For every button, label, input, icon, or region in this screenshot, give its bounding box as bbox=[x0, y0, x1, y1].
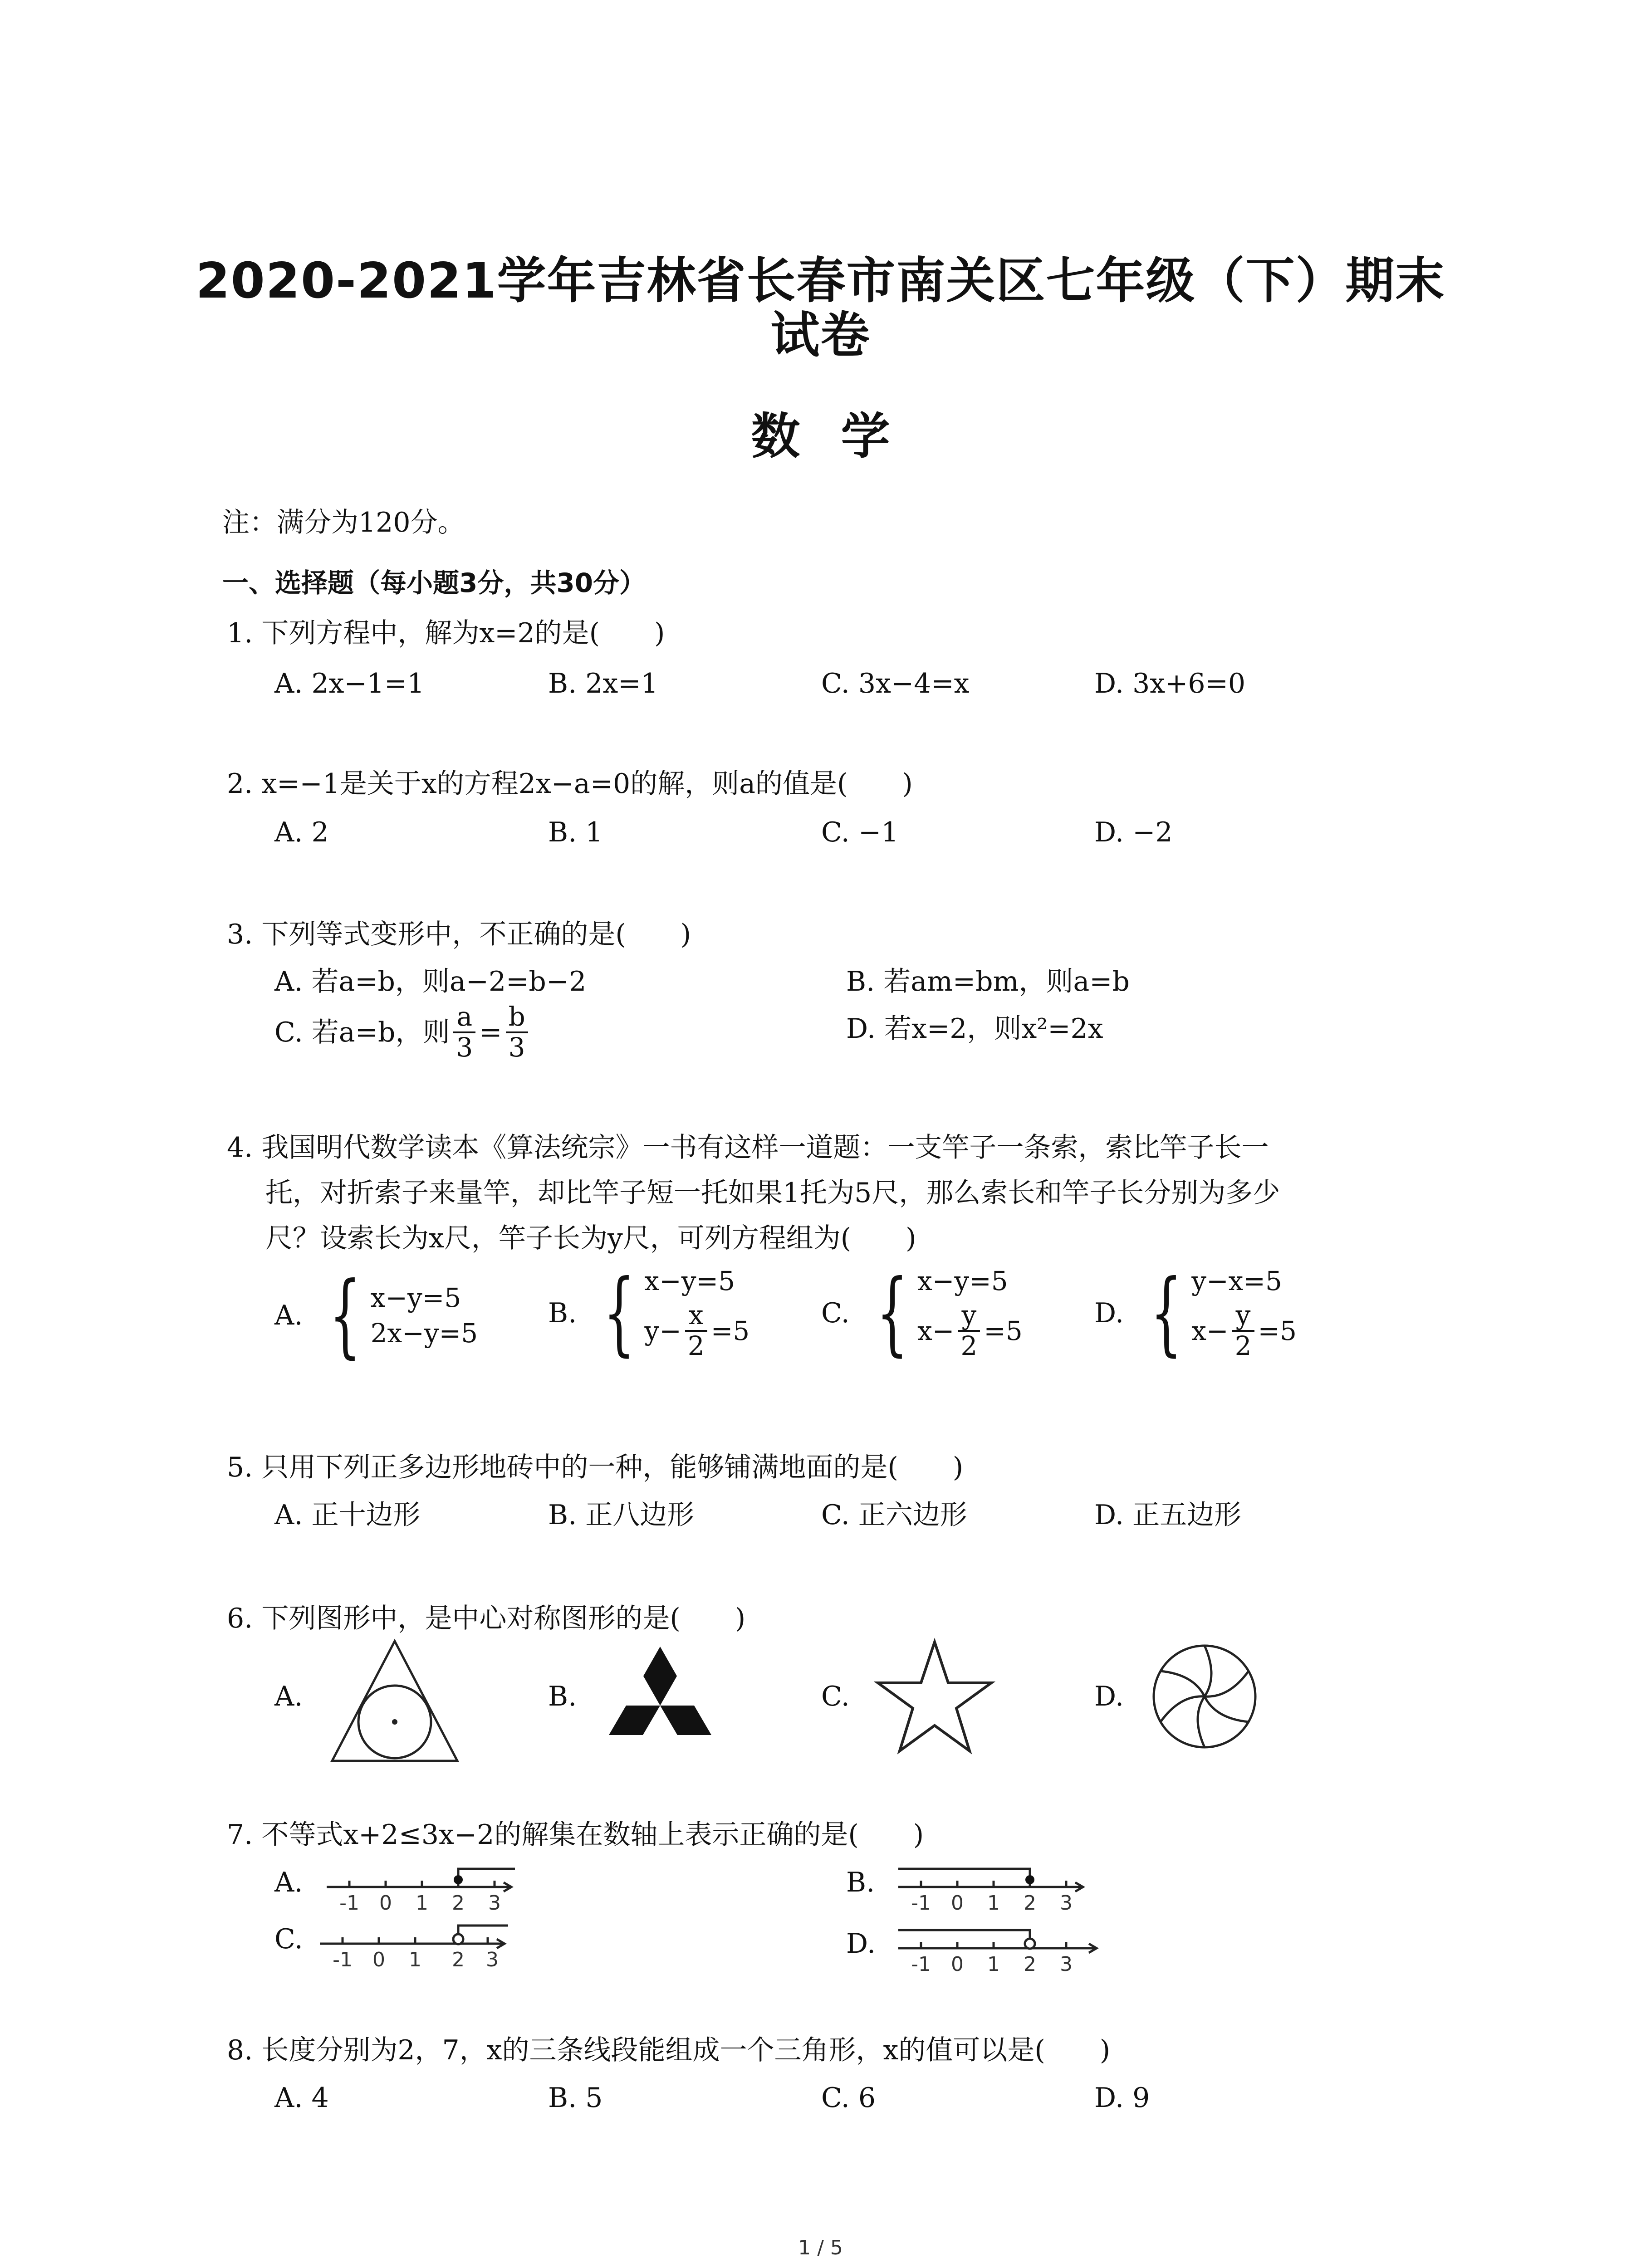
equation-system bbox=[644, 1266, 749, 1361]
tick-label: 0 bbox=[951, 1892, 964, 1914]
tick-label: 0 bbox=[951, 1953, 964, 1975]
q7-number-line-a bbox=[324, 1864, 519, 1914]
q6-option-d: D. bbox=[1094, 1681, 1124, 1712]
q1-option-a: A. 2x−1=1 bbox=[274, 668, 425, 699]
tick-label: -1 bbox=[339, 1892, 359, 1914]
equation-row: y−x=5 bbox=[1191, 1266, 1282, 1296]
tick-label: -1 bbox=[911, 1953, 931, 1975]
q2-option-d: D. −2 bbox=[1094, 816, 1173, 848]
fraction bbox=[958, 1301, 980, 1361]
q5-stem: 5. 只用下列正多边形地砖中的一种，能够铺满地面的是( ) bbox=[227, 1452, 964, 1483]
equation-part: x− bbox=[1191, 1315, 1229, 1346]
option-label: C. bbox=[821, 1297, 850, 1329]
tick-label: 0 bbox=[372, 1948, 385, 1971]
q7-option-c: C. bbox=[274, 1923, 303, 1955]
q2-option-c: C. −1 bbox=[821, 816, 899, 848]
five-point-star-figure bbox=[873, 1637, 996, 1760]
q7-number-line-d bbox=[896, 1926, 1105, 1975]
q6-stem: 6. 下列图形中，是中心对称图形的是( ) bbox=[227, 1603, 746, 1634]
q7-number-line-c bbox=[318, 1921, 513, 1971]
fraction-numerator: a bbox=[453, 1002, 475, 1033]
tick-label: 1 bbox=[416, 1892, 428, 1914]
tick-label: -1 bbox=[333, 1948, 353, 1971]
paper-subject: 数学 bbox=[751, 408, 931, 465]
q3-fraction-a bbox=[453, 1002, 475, 1062]
equation-row bbox=[644, 1301, 749, 1361]
q7-option-d: D. bbox=[846, 1928, 876, 1960]
q7-option-b: B. bbox=[846, 1867, 875, 1898]
option-label: B. bbox=[548, 1297, 577, 1329]
q5-option-b: B. 正八边形 bbox=[548, 1499, 695, 1531]
left-brace-icon: { bbox=[329, 1262, 362, 1368]
q6-option-a: A. bbox=[274, 1681, 303, 1712]
q3-stem: 3. 下列等式变形中，不正确的是( ) bbox=[227, 919, 691, 950]
q8-option-a: A. 4 bbox=[274, 2082, 329, 2114]
left-brace-icon: { bbox=[1150, 1260, 1182, 1366]
equals-sign: = bbox=[479, 1016, 502, 1048]
q1-option-b: B. 2x=1 bbox=[548, 668, 658, 699]
fraction-numerator: y bbox=[958, 1301, 980, 1332]
q1-option-c: C. 3x−4=x bbox=[821, 668, 970, 699]
fraction bbox=[1232, 1301, 1254, 1361]
fraction bbox=[685, 1301, 707, 1361]
q4-stem-line3: 尺？设索长为x尺，竿子长为y尺，可列方程组为( ) bbox=[265, 1222, 916, 1254]
paper-title-line2: 试卷 bbox=[770, 307, 871, 364]
q5-option-d: D. 正五边形 bbox=[1094, 1499, 1242, 1531]
q2-option-a: A. 2 bbox=[274, 816, 329, 848]
q4-stem-line2: 托，对折索子来量竿，却比竿子短一托如果1托为5尺，那么索长和竿子长分别为多少 bbox=[265, 1177, 1280, 1209]
swirl-circle-figure bbox=[1148, 1640, 1261, 1753]
left-brace-icon: { bbox=[876, 1260, 908, 1366]
paper-title-line1: 2020-2021学年吉林省长春市南关区七年级（下）期末 bbox=[196, 253, 1445, 309]
tick-label: 0 bbox=[379, 1892, 392, 1914]
q4-option-a bbox=[274, 1262, 478, 1368]
q4-option-b bbox=[548, 1260, 750, 1366]
tick-label: 3 bbox=[1060, 1953, 1073, 1975]
q4-option-d bbox=[1094, 1260, 1297, 1366]
equation-part: y− bbox=[644, 1315, 681, 1346]
option-label: D. bbox=[1094, 1297, 1124, 1329]
q7-option-a: A. bbox=[274, 1867, 303, 1898]
q2-stem: 2. x=−1是关于x的方程2x−a=0的解，则a的值是( ) bbox=[227, 768, 913, 800]
q5-option-c: C. 正六边形 bbox=[821, 1499, 967, 1531]
fraction-numerator: y bbox=[1232, 1301, 1254, 1332]
three-diamond-logo-figure bbox=[599, 1644, 721, 1753]
equation-row: x−y=5 bbox=[370, 1282, 461, 1313]
tick-label: 1 bbox=[987, 1953, 1000, 1975]
equation-part: =5 bbox=[710, 1315, 750, 1346]
tick-label: 2 bbox=[452, 1892, 465, 1914]
equation-system bbox=[371, 1282, 478, 1349]
q2-option-b: B. 1 bbox=[548, 816, 603, 848]
tick-label: 2 bbox=[452, 1948, 465, 1971]
fraction-numerator: x bbox=[685, 1301, 707, 1332]
q7-number-line-b bbox=[896, 1864, 1091, 1914]
q1-stem: 1. 下列方程中，解为x=2的是( ) bbox=[227, 617, 665, 649]
left-brace-icon: { bbox=[603, 1260, 635, 1366]
equation-row bbox=[917, 1301, 1023, 1361]
triangle-incircle-figure bbox=[327, 1637, 463, 1765]
q6-option-b: B. bbox=[548, 1681, 577, 1712]
q5-option-a: A. 正十边形 bbox=[274, 1499, 421, 1531]
q6-option-c: C. bbox=[821, 1681, 850, 1712]
option-label: A. bbox=[274, 1300, 303, 1331]
tick-label: 2 bbox=[1024, 1953, 1036, 1975]
q8-option-b: B. 5 bbox=[548, 2082, 603, 2114]
equation-system bbox=[1191, 1266, 1297, 1361]
equation-row bbox=[1191, 1301, 1297, 1361]
equation-part: =5 bbox=[1258, 1315, 1297, 1346]
q8-option-d: D. 9 bbox=[1094, 2082, 1150, 2114]
tick-label: 3 bbox=[1060, 1892, 1073, 1914]
tick-label: 1 bbox=[409, 1948, 421, 1971]
equation-system bbox=[917, 1266, 1023, 1361]
fraction-denominator: 2 bbox=[1234, 1330, 1252, 1361]
tick-label: 3 bbox=[486, 1948, 499, 1971]
fraction-denominator: 2 bbox=[687, 1330, 705, 1361]
equation-part: =5 bbox=[984, 1315, 1023, 1346]
fraction-denominator: 2 bbox=[960, 1330, 978, 1361]
q4-stem-line1: 4. 我国明代数学读本《算法统宗》一书有这样一道题：一支竿子一条索，索比竿子长一 bbox=[227, 1132, 1269, 1163]
q3-fraction-b bbox=[506, 1002, 528, 1062]
tick-label: 3 bbox=[488, 1892, 501, 1914]
fraction-denominator: 3 bbox=[508, 1031, 525, 1063]
equation-row: x−y=5 bbox=[644, 1266, 735, 1296]
page-number: 1 / 5 bbox=[798, 2236, 843, 2259]
tick-label: 1 bbox=[987, 1892, 1000, 1914]
section-title: 一、选择题（每小题3分，共30分） bbox=[222, 567, 646, 598]
q3-option-c bbox=[274, 1002, 532, 1062]
fraction-numerator: b bbox=[506, 1002, 528, 1033]
q8-option-c: C. 6 bbox=[821, 2082, 876, 2114]
equation-row: x−y=5 bbox=[917, 1266, 1008, 1296]
equation-part: x− bbox=[917, 1315, 955, 1346]
q3-option-b: B. 若am=bm，则a=b bbox=[846, 966, 1130, 997]
fraction-denominator: 3 bbox=[456, 1031, 473, 1063]
q3-option-c-text: C. 若a=b，则 bbox=[274, 1016, 450, 1048]
tick-label: -1 bbox=[911, 1892, 931, 1914]
tick-label: 2 bbox=[1024, 1892, 1036, 1914]
equation-row: 2x−y=5 bbox=[370, 1318, 478, 1349]
q4-option-c bbox=[821, 1260, 1023, 1366]
q1-option-d: D. 3x+6=0 bbox=[1094, 668, 1246, 699]
q8-stem: 8. 长度分别为2，7，x的三条线段能组成一个三角形，x的值可以是( ) bbox=[227, 2034, 1111, 2066]
q3-option-a: A. 若a=b，则a−2=b−2 bbox=[274, 966, 587, 997]
q7-stem: 7. 不等式x+2≤3x−2的解集在数轴上表示正确的是( ) bbox=[227, 1819, 924, 1851]
score-note: 注：满分为120分。 bbox=[222, 507, 465, 538]
q3-option-d: D. 若x=2，则x²=2x bbox=[846, 1013, 1103, 1045]
